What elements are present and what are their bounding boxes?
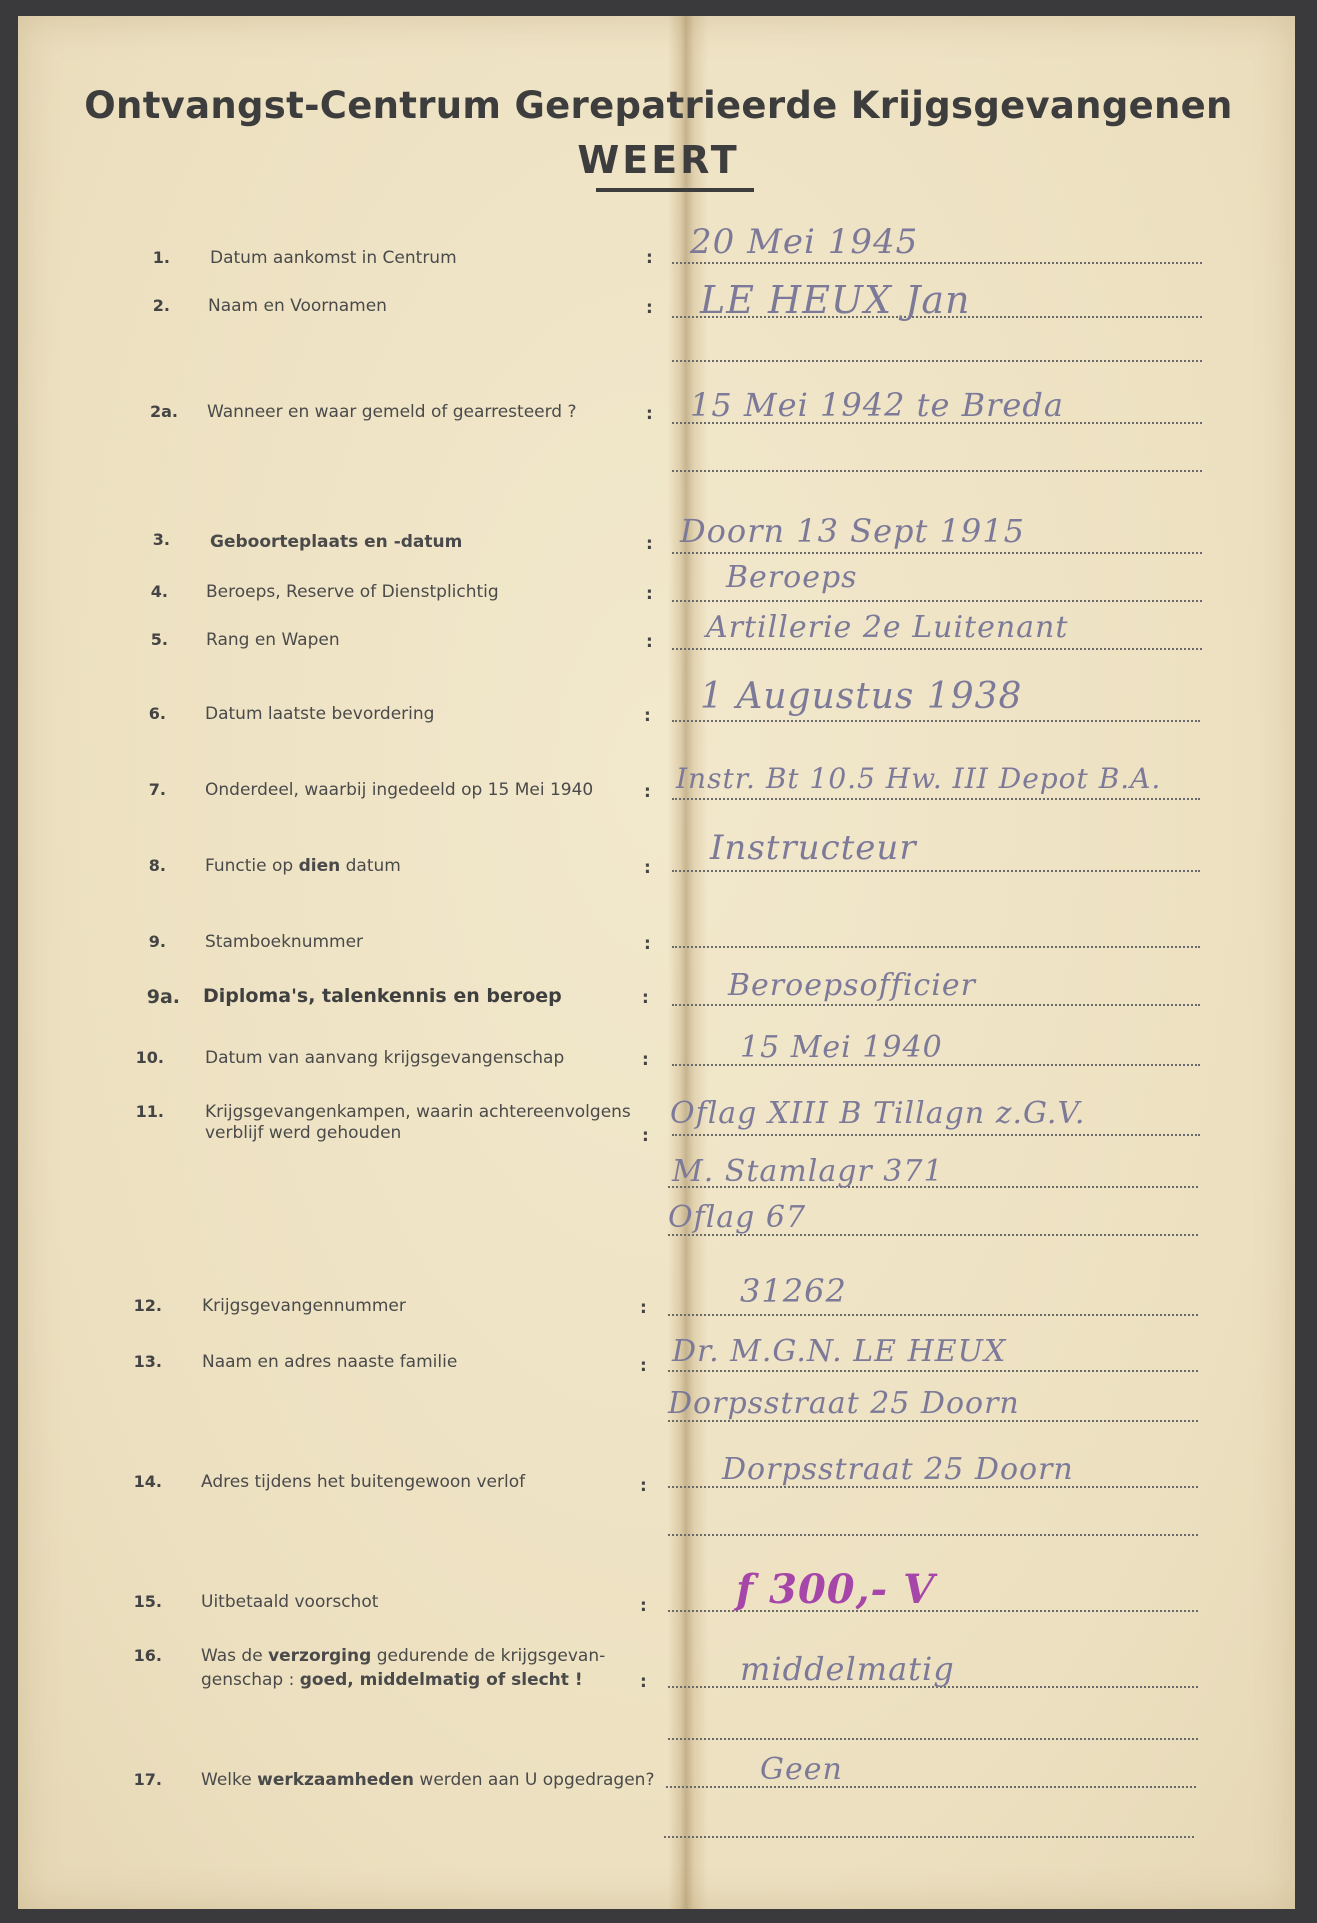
handwritten-answer: 15 Mei 1940 (740, 1030, 943, 1065)
handwritten-answer: Dr. M.G.N. LE HEUX (672, 1334, 1007, 1369)
subtitle-underline (596, 188, 754, 192)
answer-line (666, 1786, 1196, 1788)
handwritten-answer: 1 Augustus 1938 (700, 676, 1023, 717)
field-label: Krijgsgevangenkampen, waarin achtereenvolgens (205, 1102, 631, 1122)
field-label: Naam en adres naaste familie (202, 1352, 458, 1372)
answer-line (672, 648, 1202, 650)
field-colon: : (646, 298, 653, 318)
field-colon: : (640, 1298, 647, 1318)
answer-line (668, 1738, 1198, 1740)
field-number: 8. (148, 856, 166, 875)
field-colon: : (642, 988, 649, 1008)
field-colon: : (646, 534, 653, 554)
answer-line (672, 600, 1202, 602)
field-colon: : (646, 632, 653, 652)
field-colon: : (640, 1596, 647, 1616)
answer-line (672, 470, 1202, 472)
handwritten-answer: Beroeps (726, 560, 858, 595)
field-number: 6. (148, 704, 166, 723)
field-colon: : (640, 1356, 647, 1376)
field-label: Welke werkzaamheden werden aan U opgedragen? (201, 1770, 655, 1790)
answer-line (672, 798, 1200, 800)
field-colon: : (642, 1050, 649, 1070)
answer-line (672, 870, 1200, 872)
answer-line (668, 1370, 1198, 1372)
field-number: 16. (133, 1646, 162, 1665)
handwritten-answer: LE HEUX Jan (700, 278, 971, 322)
field-label: Datum van aanvang krijgsgevangenschap (205, 1048, 565, 1068)
field-colon: : (642, 1126, 649, 1146)
field-number: 2. (152, 296, 170, 315)
field-label: Diploma's, talenkennis en beroep (203, 985, 562, 1007)
answer-line (672, 262, 1202, 264)
field-label: Stamboeknummer (205, 932, 364, 952)
field-number: 17. (133, 1770, 162, 1789)
field-number: 4. (150, 582, 168, 601)
field-label: verblijf werd gehouden (205, 1123, 402, 1143)
answer-line (664, 1836, 1194, 1838)
field-number: 14. (133, 1472, 162, 1491)
field-label: Geboorteplaats en -datum (210, 532, 463, 552)
field-number: 3. (152, 530, 170, 549)
form-subtitle: WEERT (577, 138, 740, 182)
field-label: Onderdeel, waarbij ingedeeld op 15 Mei 1940 (205, 780, 594, 800)
field-number: 9. (148, 932, 166, 951)
field-label: Datum laatste bevordering (205, 704, 435, 724)
field-label: Was de verzorging gedurende de krijgsgevan- (201, 1646, 606, 1666)
handwritten-answer: Instructeur (710, 828, 917, 868)
field-label: genschap : goed, middelmatig of slecht ! (201, 1670, 583, 1690)
field-label: Functie op dien datum (205, 856, 401, 876)
field-label: Adres tijdens het buitengewoon verlof (201, 1472, 526, 1492)
field-number: 15. (133, 1592, 162, 1611)
handwritten-answer: 20 Mei 1945 (690, 222, 919, 262)
field-number: 11. (135, 1102, 164, 1121)
field-label: Naam en Voornamen (208, 296, 387, 316)
handwritten-answer: Beroepsofficier (728, 968, 976, 1003)
handwritten-answer: Geen (760, 1752, 843, 1787)
answer-line (672, 946, 1200, 948)
handwritten-answer: Dorpsstraat 25 Doorn (722, 1452, 1074, 1487)
handwritten-answer: Dorpsstraat 25 Doorn (668, 1386, 1020, 1421)
field-label: Uitbetaald voorschot (201, 1592, 379, 1612)
answer-line (672, 1134, 1200, 1136)
field-colon: : (646, 248, 653, 268)
field-colon: : (640, 1672, 647, 1692)
field-number: 10. (135, 1048, 164, 1067)
answer-line (672, 552, 1202, 554)
form-title: Ontvangst-Centrum Gerepatrieerde Krijgsgevangenen (84, 84, 1233, 127)
answer-line (672, 1004, 1200, 1006)
field-colon: : (646, 404, 653, 424)
handwritten-answer: f 300,- V (736, 1566, 936, 1613)
field-number: 1. (152, 248, 170, 267)
field-number: 12. (133, 1296, 162, 1315)
field-colon: : (644, 706, 651, 726)
answer-line (668, 1534, 1198, 1536)
field-colon: : (644, 782, 651, 802)
handwritten-answer: Instr. Bt 10.5 Hw. III Depot B.A. (676, 762, 1162, 795)
answer-line (668, 1314, 1198, 1316)
field-number: 2a. (149, 402, 178, 421)
handwritten-answer: Oflag 67 (668, 1200, 807, 1235)
handwritten-answer: Artillerie 2e Luitenant (706, 610, 1069, 645)
handwritten-answer: Oflag XIII B Tillagn z.G.V. (670, 1096, 1086, 1131)
field-number: 5. (150, 630, 168, 649)
field-label: Wanneer en waar gemeld of gearresteerd ? (207, 402, 577, 422)
field-label: Datum aankomst in Centrum (210, 248, 457, 268)
handwritten-answer: 15 Mei 1942 te Breda (690, 386, 1064, 424)
answer-line (672, 720, 1200, 722)
field-colon: : (640, 1476, 647, 1496)
field-colon: : (644, 858, 651, 878)
field-number: 9a. (146, 986, 180, 1008)
field-label: Beroeps, Reserve of Dienstplichtig (206, 582, 499, 602)
answer-line (672, 360, 1202, 362)
handwritten-answer: Doorn 13 Sept 1915 (680, 512, 1025, 550)
handwritten-answer: 31262 (740, 1272, 847, 1310)
field-colon: : (646, 584, 653, 604)
field-label: Rang en Wapen (206, 630, 340, 650)
field-label: Krijgsgevangennummer (202, 1296, 406, 1316)
field-number: 7. (148, 780, 166, 799)
handwritten-answer: middelmatig (740, 1650, 955, 1688)
field-colon: : (644, 934, 651, 954)
handwritten-answer: M. Stamlagr 371 (672, 1154, 944, 1189)
field-number: 13. (133, 1352, 162, 1371)
